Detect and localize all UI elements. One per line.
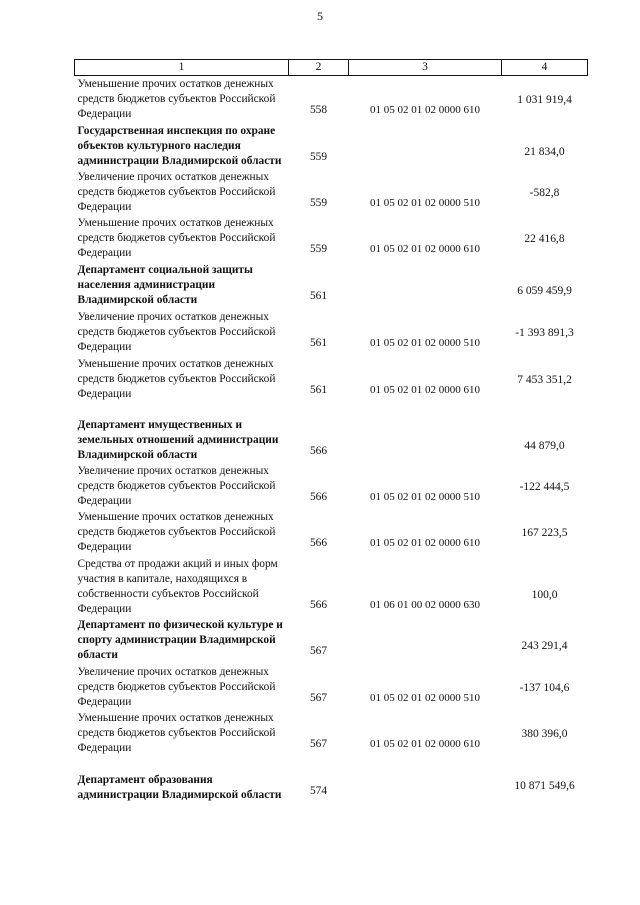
row-name: Средства от продажи акций и иных форм участия в капитале, находящихся в собственности субъектов Российской Федерации	[77, 557, 278, 615]
table-row	[75, 555, 588, 617]
table-body	[75, 76, 588, 803]
row-code: 566	[309, 598, 328, 611]
row-name: Департамент социальной защиты населения администрации Владимирской области	[77, 263, 253, 306]
row-code: 559	[309, 196, 328, 209]
page-number: 5	[317, 9, 323, 23]
row-amount: -122 444,5	[519, 480, 570, 493]
row-name: Уменьшение прочих остатков денежных средств бюджетов субъектов Российской Федерации	[77, 510, 276, 553]
header-row	[75, 60, 588, 76]
row-name: Департамент имущественных и земельных отношений администрации Владимирской области	[77, 418, 279, 461]
row-code: 567	[309, 644, 328, 657]
row-kbk-code	[349, 122, 502, 169]
row-kbk-code: 01 05 02 01 02 0000 510	[370, 196, 480, 209]
row-kbk-code: 01 05 02 01 02 0000 510	[370, 691, 480, 704]
row-name: Департамент образования администрации Владимирской области	[77, 773, 282, 801]
table-row	[75, 122, 588, 169]
column-header-2: 2	[289, 60, 349, 76]
row-amount: 6 059 459,9	[517, 284, 572, 297]
row-amount: 22 416,8	[524, 232, 565, 245]
table-row	[75, 261, 588, 308]
row-amount: -1 393 891,3	[515, 326, 574, 339]
table-row	[75, 308, 588, 355]
row-name: Департамент по физической культуре и спорту администрации Владимирской области	[77, 618, 283, 661]
row-code: 561	[309, 383, 328, 396]
column-header-3: 3	[349, 60, 502, 76]
row-kbk-code	[349, 617, 502, 663]
row-kbk-code: 01 05 02 01 02 0000 510	[370, 336, 480, 349]
row-amount: 21 834,0	[524, 145, 565, 158]
table-row	[75, 617, 588, 663]
row-amount: 7 453 351,2	[517, 373, 572, 386]
row-code: 558	[309, 103, 328, 116]
row-name: Увеличение прочих остатков денежных средств бюджетов субъектов Российской Федерации	[77, 310, 276, 353]
row-amount: 167 223,5	[521, 526, 568, 539]
table-header	[75, 60, 588, 76]
row-name: Увеличение прочих остатков денежных средств бюджетов субъектов Российской Федерации	[77, 170, 276, 213]
row-name: Уменьшение прочих остатков денежных средств бюджетов субъектов Российской Федерации	[77, 711, 276, 754]
row-amount: 380 396,0	[521, 727, 568, 740]
row-kbk-code: 01 05 02 01 02 0000 610	[370, 103, 480, 116]
table-row	[75, 663, 588, 710]
row-kbk-code: 01 05 02 01 02 0000 610	[370, 383, 480, 396]
column-header-4: 4	[502, 60, 588, 76]
row-code: 566	[309, 536, 328, 549]
row-code: 559	[309, 242, 328, 255]
table-row	[75, 402, 588, 463]
row-amount: 10 871 549,6	[514, 779, 575, 792]
table-row	[75, 169, 588, 215]
table-row	[75, 710, 588, 756]
row-kbk-code: 01 05 02 01 02 0000 610	[370, 536, 480, 549]
table-row	[75, 76, 588, 122]
row-name: Увеличение прочих остатков денежных средств бюджетов субъектов Российской Федерации	[77, 464, 276, 507]
row-code: 566	[309, 490, 328, 503]
row-amount: -582,8	[529, 186, 560, 199]
row-code: 561	[309, 289, 328, 302]
row-code: 559	[309, 150, 328, 163]
table-row	[75, 355, 588, 402]
row-name: Государственная инспекция по охране объектов культурного наследия администрации Владимирской области	[77, 124, 282, 167]
row-kbk-code: 01 06 01 00 02 0000 630	[370, 598, 480, 611]
row-amount: 243 291,4	[521, 639, 568, 652]
row-name: Уменьшение прочих остатков денежных средств бюджетов субъектов Российской Федерации	[77, 357, 276, 400]
table-row	[75, 509, 588, 555]
row-kbk-code	[349, 261, 502, 308]
row-code: 574	[309, 784, 328, 797]
row-kbk-code: 01 05 02 01 02 0000 510	[370, 490, 480, 503]
row-amount: -137 104,6	[519, 681, 570, 694]
table-row	[75, 463, 588, 509]
budget-table	[74, 59, 588, 803]
row-kbk-code: 01 05 02 01 02 0000 610	[370, 242, 480, 255]
row-code: 567	[309, 691, 328, 704]
table-row	[75, 756, 588, 803]
row-amount: 1 031 919,4	[517, 93, 572, 106]
row-code: 561	[309, 336, 328, 349]
row-code: 566	[309, 444, 328, 457]
row-amount: 100,0	[531, 588, 558, 601]
row-name: Уменьшение прочих остатков денежных средств бюджетов субъектов Российской Федерации	[77, 77, 276, 120]
row-name: Уменьшение прочих остатков денежных средств бюджетов субъектов Российской Федерации	[77, 216, 276, 259]
row-amount: 44 879,0	[524, 439, 565, 452]
row-kbk-code: 01 05 02 01 02 0000 610	[370, 737, 480, 750]
row-code: 567	[309, 737, 328, 750]
row-kbk-code	[349, 756, 502, 803]
table-row	[75, 215, 588, 261]
column-header-1: 1	[75, 60, 289, 76]
row-name: Увеличение прочих остатков денежных средств бюджетов субъектов Российской Федерации	[77, 665, 276, 708]
row-kbk-code	[349, 402, 502, 463]
